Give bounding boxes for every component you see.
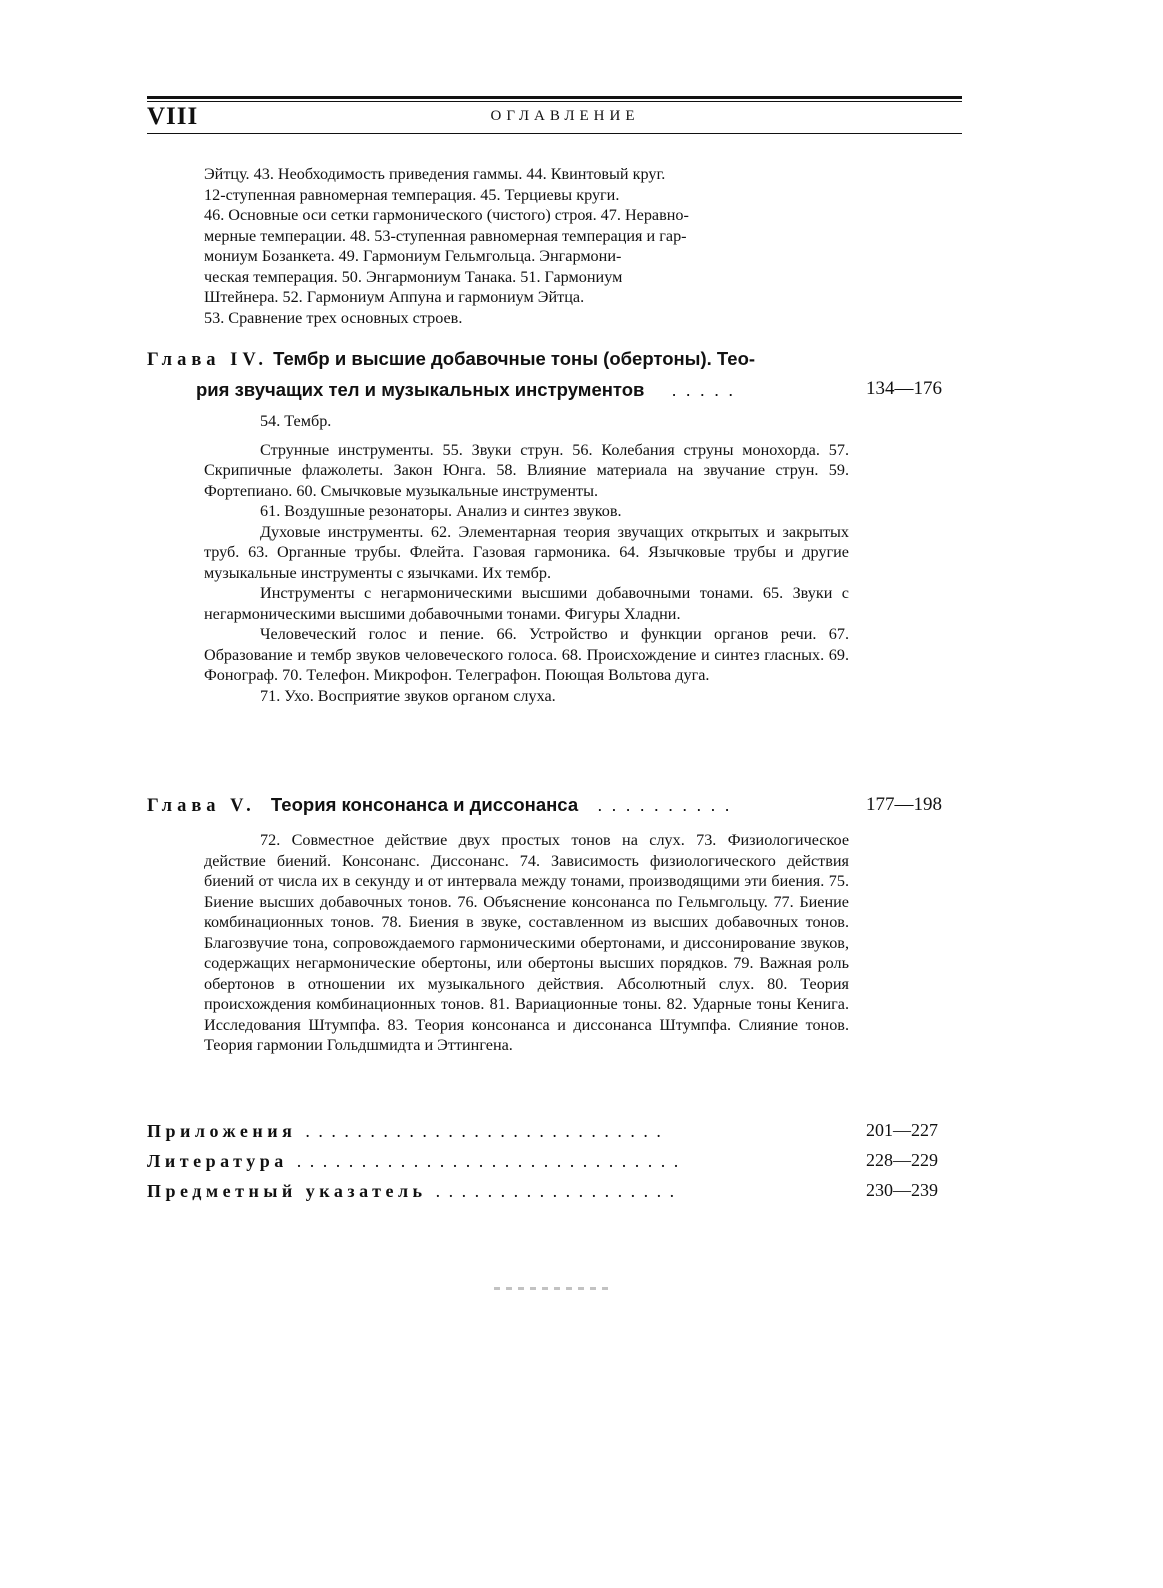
toc-entry-literature: [147, 1151, 847, 1172]
summary-paragraph: 61. Воздушные резонаторы. Анализ и синтез звуков.: [260, 502, 622, 520]
toc-entry-subject-index: [147, 1181, 847, 1202]
header-rule-bottom: [147, 133, 962, 134]
summary-line: ческая темперация. 50. Энгармониум Танака. 51. Гармониум: [204, 267, 623, 286]
chapter5-label: Глава V.: [147, 796, 256, 816]
summary-paragraph: 72. Совместное действие двух простых тонов на слух. 73. Физиологическое действие биений. Консонанс. Диссонанс. 74. Зависимость физиологического действия биений от числа их в секунду и от интервала между тонами, производящими эти биения. 75. Биение высших добавочных тонов. 76. Объяснение консонанса по Гельмгольцу. 77. Биение комбинационных тонов. 78. Биения в звуке, составленном из высших добавочных тонов. Благозвучие тона, сопровождаемого гармоническими обертонами, и диссонирование звуков, содержащих негармонические обертоны, или обертоны высших порядков. 79. Важная роль обертонов в отношении их музыкального действия. Абсолютный слух. 80. Теория происхождения комбинационных тонов. 81. Вариационные тоны. 82. Ударные тоны Кенига. Исследования Штумпфа. 83. Теория консонанса и диссонанса Штумпфа. Слияние тонов. Теория гармонии Гольдшмидта и Эттингена.: [204, 831, 849, 1054]
entry-title: Предметный указатель: [147, 1181, 427, 1201]
header-rule-top-thin: [147, 101, 962, 102]
entry-title: Приложения: [147, 1121, 297, 1141]
entry-pages-appendices: 201—227: [866, 1120, 938, 1140]
summary-paragraph: Инструменты с негармоническими высшими добавочными тонами. 65. Звуки с негармоническими высшими добавочными тонами. Фигуры Хладни.: [204, 584, 849, 623]
summary-line: 46. Основные оси сетки гармонического (чистого) строя. 47. Неравно-: [204, 206, 689, 224]
entry-leader-dots: ..............................: [296, 1151, 687, 1171]
summary-line: 53. Сравнение трех основных строев.: [204, 308, 463, 327]
summary-line: мерные темперации. 48. 53-ступенная равномерная темперация и гар-: [204, 226, 687, 245]
chapter5-leader-dots: ..........: [597, 794, 739, 815]
chapter5-heading: [147, 790, 837, 821]
summary-paragraph: Струнные инструменты. 55. Звуки струн. 56. Колебания струны монохорда. 57. Скрипичные флажолеты. Закон Юнга. 58. Влияние материала на звучание струн. 59. Фортепиано. 60. Смычковые музыкальные инструменты.: [204, 440, 849, 500]
entry-leader-dots: ............................: [305, 1121, 670, 1141]
entry-pages-literature: 228—229: [866, 1150, 938, 1170]
summary-paragraph: 54. Тембр.: [260, 412, 332, 430]
print-smudge: [494, 1287, 610, 1290]
chapter5-summary: [204, 830, 849, 1056]
entry-leader-dots: ...................: [435, 1181, 683, 1201]
summary-paragraph: Духовые инструменты. 62. Элементарная теория звучащих открытых и закрытых труб. 63. Органные трубы. Флейта. Газовая гармоника. 64. Язычковые трубы и другие музыкальные инструменты с язычками. Их тембр.: [204, 522, 849, 582]
chapter4-leader-dots: .....: [671, 379, 743, 400]
summary-paragraph: Человеческий голос и пение. 66. Устройство и функции органов речи. 67. Образование и тембр звуков человеческого голоса. 68. Происхождение и синтез гласных. 69. Фонограф. 70. Телефон. Микрофон. Телеграфон. Поющая Вольтова дуга.: [204, 625, 849, 684]
summary-line: мониум Бозанкета. 49. Гармониум Гельмгольца. Энгармони-: [204, 247, 622, 265]
chapter3-summary-continuation: [204, 164, 849, 328]
summary-paragraph: 71. Ухо. Восприятие звуков органом слуха.: [260, 686, 556, 705]
chapter4-summary: [204, 411, 849, 706]
page-number: VIII: [147, 103, 199, 130]
running-title: ОГЛАВЛЕНИЕ: [490, 108, 640, 124]
summary-line: Эйтцу. 43. Необходимость приведения гаммы. 44. Квинтовый круг.: [204, 165, 666, 183]
chapter4-heading: [147, 344, 837, 405]
chapter5-title: Теория консонанса и диссонанса: [270, 794, 579, 815]
chapter4-title-line2: рия звучащих тел и музыкальных инструментов: [196, 379, 645, 400]
summary-line: Штейнера. 52. Гармониум Аппуна и гармониум Эйтца.: [204, 288, 585, 306]
summary-line: 12-ступенная равномерная темперация. 45. Терциевы круги.: [204, 185, 620, 204]
toc-entry-appendices: [147, 1121, 847, 1142]
chapter4-title-line1: Тембр и высшие добавочные тоны (обертоны). Тео-: [273, 348, 756, 369]
chapter4-pages: 134—176: [866, 378, 942, 399]
header-rule-top: [147, 96, 962, 99]
entry-pages-subject-index: 230—239: [866, 1180, 938, 1200]
chapter5-pages: 177—198: [866, 794, 942, 815]
entry-title: Литература: [147, 1151, 288, 1171]
chapter4-label: Глава IV.: [147, 350, 268, 370]
